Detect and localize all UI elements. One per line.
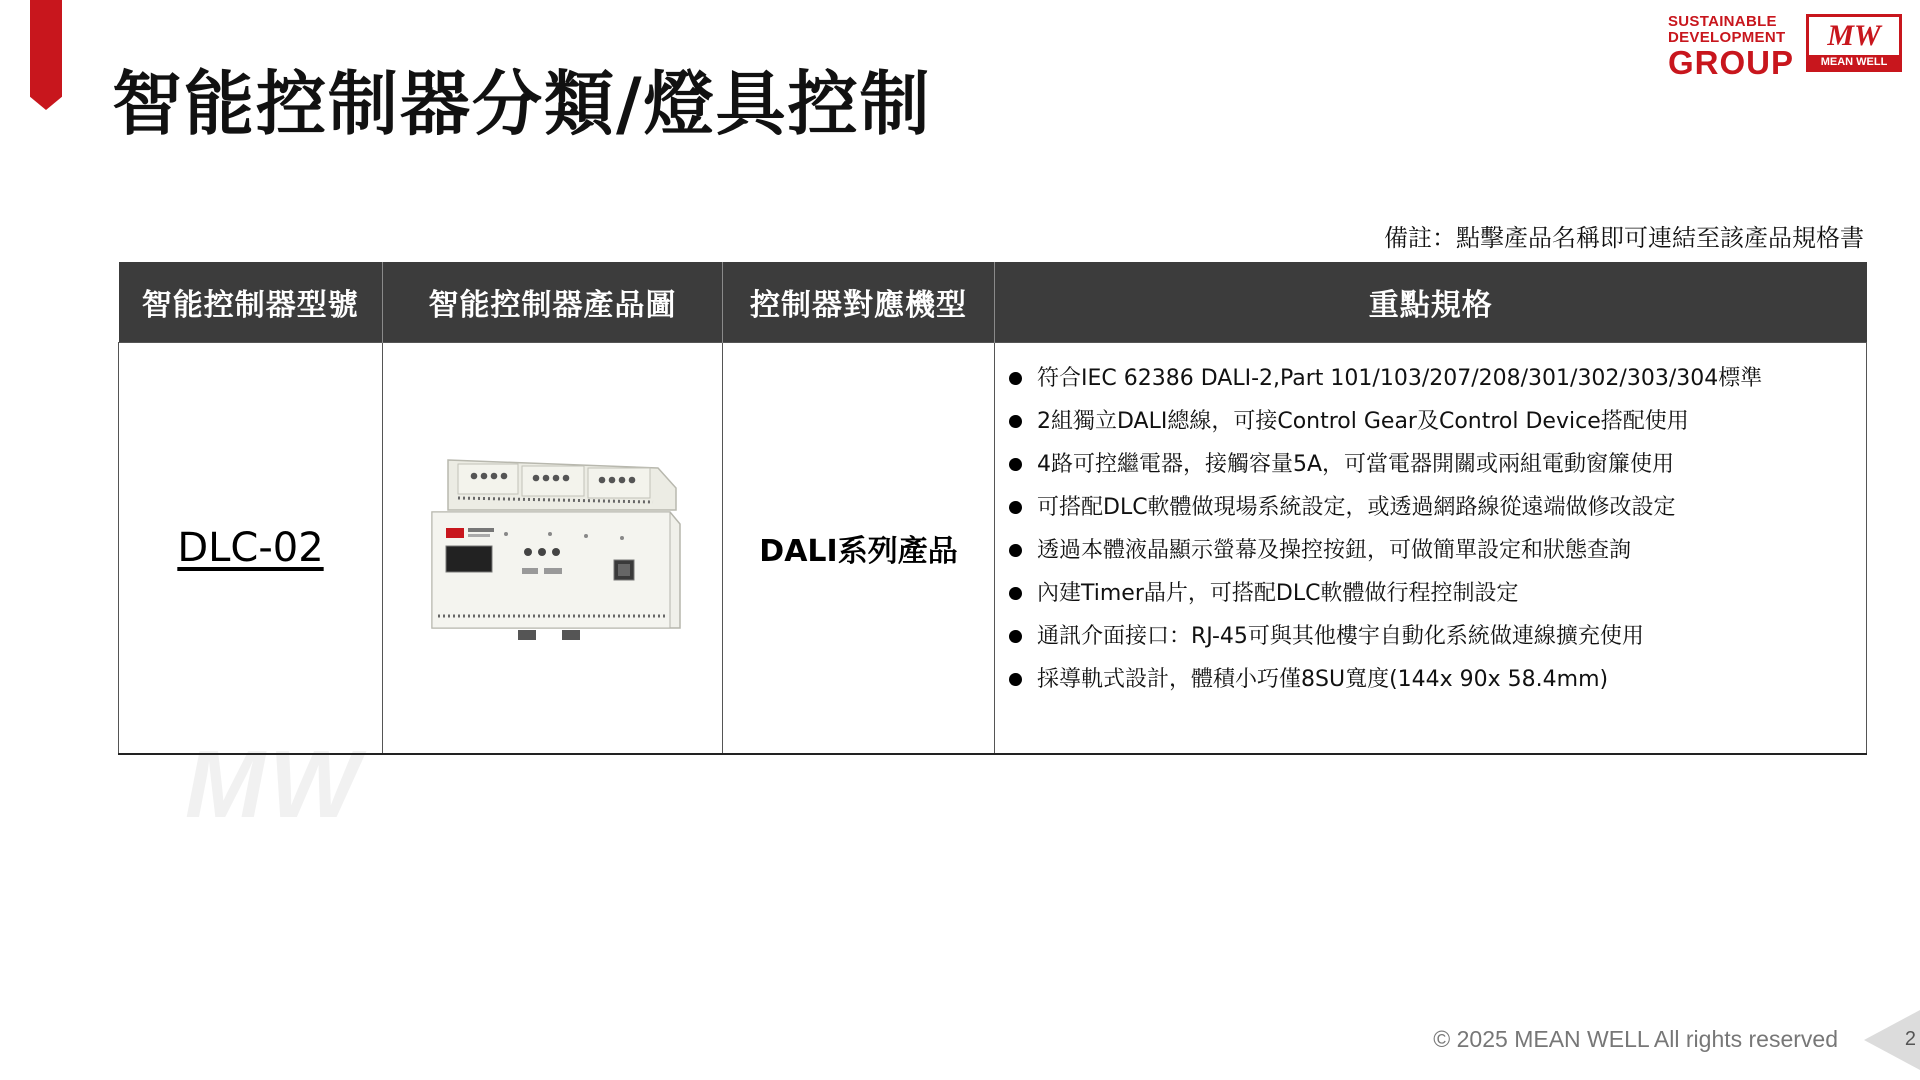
header-logos xyxy=(1668,14,1902,79)
product-image-cell xyxy=(383,343,723,755)
spec-item: 2組獨立DALI總線，可接Control Gear及Control Device搭配使用 xyxy=(1009,400,1866,443)
watermark: MW xyxy=(185,731,364,838)
product-image xyxy=(418,448,688,648)
model-link[interactable]: DLC-02 xyxy=(177,525,324,571)
footer-copyright: © 2025 MEAN WELL All rights reserved xyxy=(1433,1026,1838,1052)
meanwell-logo-mark: MW xyxy=(1827,19,1881,52)
table-row xyxy=(119,343,1867,755)
spec-item: 可搭配DLC軟體做現場系統設定，或透過網路線從遠端做修改設定 xyxy=(1009,486,1866,529)
header-model: 智能控制器型號 xyxy=(119,262,383,343)
specs-cell xyxy=(995,343,1867,755)
compatible-series: DALI系列產品 xyxy=(759,534,958,569)
meanwell-logo-name: MEAN WELL xyxy=(1809,55,1899,69)
header-compatible-models: 控制器對應機型 xyxy=(723,262,995,343)
sdg-logo-line2: DEVELOPMENT xyxy=(1667,28,1786,46)
sdg-logo-line3: GROUP xyxy=(1667,43,1794,81)
spec-item: 通訊介面接口：RJ-45可與其他樓宇自動化系統做連線擴充使用 xyxy=(1009,615,1866,658)
spec-item: 4路可控繼電器，接觸容量5A，可當電器開關或兩組電動窗簾使用 xyxy=(1009,443,1866,486)
spec-item: 透過本體液晶顯示螢幕及操控按鈕，可做簡單設定和狀態查詢 xyxy=(1009,529,1866,572)
product-table xyxy=(118,262,1867,755)
meanwell-logo xyxy=(1806,14,1902,72)
model-cell xyxy=(119,343,383,755)
red-bookmark-decoration xyxy=(30,0,62,110)
spec-item: 內建Timer晶片，可搭配DLC軟體做行程控制設定 xyxy=(1009,572,1866,615)
header-key-specs: 重點規格 xyxy=(995,262,1867,343)
sdg-logo-line1: SUSTAINABLE xyxy=(1667,13,1777,30)
spec-list xyxy=(995,343,1866,701)
sdg-logo xyxy=(1668,14,1794,79)
compatible-cell xyxy=(723,343,995,755)
table-header-row xyxy=(119,262,1867,343)
header-product-image: 智能控制器產品圖 xyxy=(383,262,723,343)
table-note: 備註：點擊產品名稱即可連結至該產品規格書 xyxy=(1384,224,1864,252)
spec-item: 符合IEC 62386 DALI-2,Part 101/103/207/208/301/302/303/304標準 xyxy=(1009,357,1866,400)
page-title: 智能控制器分類/燈具控制 xyxy=(112,63,932,145)
page-number: 2 xyxy=(1904,1028,1916,1050)
spec-item: 採導軌式設計，體積小巧僅8SU寬度(144x 90x 58.4mm) xyxy=(1009,658,1866,701)
